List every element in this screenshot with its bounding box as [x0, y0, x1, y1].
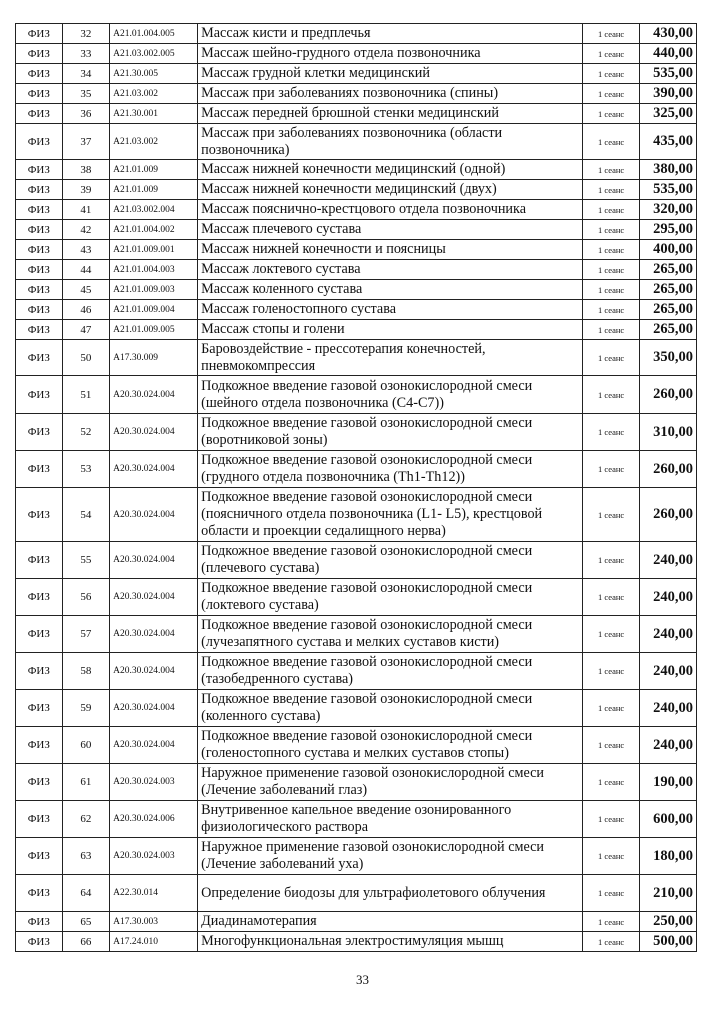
price-cell: 260,00 — [640, 488, 697, 542]
number-cell: 56 — [62, 579, 110, 616]
code-cell: A20.30.024.004 — [110, 488, 198, 542]
category-cell: ФИЗ — [16, 240, 63, 260]
table-row — [16, 180, 697, 200]
unit-cell: 1 сеанс — [583, 200, 640, 220]
table-row — [16, 160, 697, 180]
unit-cell: 1 сеанс — [583, 801, 640, 838]
number-cell: 66 — [62, 932, 110, 952]
table-row — [16, 875, 697, 912]
unit-cell: 1 сеанс — [583, 542, 640, 579]
price-list-page — [15, 23, 697, 952]
table-row — [16, 764, 697, 801]
service-name-cell: Подкожное введение газовой озонокислородной смеси (тазобедренного сустава) — [198, 653, 583, 690]
price-cell: 210,00 — [640, 875, 697, 912]
service-name-cell: Массаж стопы и голени — [198, 320, 583, 340]
price-cell: 400,00 — [640, 240, 697, 260]
table-row — [16, 801, 697, 838]
code-cell: A20.30.024.004 — [110, 451, 198, 488]
category-cell: ФИЗ — [16, 180, 63, 200]
unit-cell: 1 сеанс — [583, 260, 640, 280]
number-cell: 47 — [62, 320, 110, 340]
unit-cell: 1 сеанс — [583, 690, 640, 727]
code-cell: A17.24.010 — [110, 932, 198, 952]
category-cell: ФИЗ — [16, 838, 63, 875]
price-cell: 265,00 — [640, 320, 697, 340]
unit-cell: 1 сеанс — [583, 340, 640, 376]
service-name-cell: Массаж грудной клетки медицинский — [198, 64, 583, 84]
service-name-cell: Подкожное введение газовой озонокислородной смеси (шейного отдела позвоночника (С4-С7)) — [198, 376, 583, 414]
category-cell: ФИЗ — [16, 300, 63, 320]
table-row — [16, 44, 697, 64]
unit-cell: 1 сеанс — [583, 838, 640, 875]
table-row — [16, 912, 697, 932]
unit-cell: 1 сеанс — [583, 414, 640, 451]
unit-cell: 1 сеанс — [583, 124, 640, 160]
price-table — [15, 23, 697, 952]
unit-cell: 1 сеанс — [583, 160, 640, 180]
category-cell: ФИЗ — [16, 200, 63, 220]
number-cell: 52 — [62, 414, 110, 451]
unit-cell: 1 сеанс — [583, 320, 640, 340]
unit-cell: 1 сеанс — [583, 180, 640, 200]
category-cell: ФИЗ — [16, 875, 63, 912]
table-row — [16, 451, 697, 488]
code-cell: A20.30.024.004 — [110, 414, 198, 451]
unit-cell: 1 сеанс — [583, 616, 640, 653]
price-cell: 430,00 — [640, 24, 697, 44]
price-cell: 435,00 — [640, 124, 697, 160]
category-cell: ФИЗ — [16, 340, 63, 376]
price-table-body — [16, 24, 697, 952]
category-cell: ФИЗ — [16, 220, 63, 240]
category-cell: ФИЗ — [16, 542, 63, 579]
table-row — [16, 320, 697, 340]
number-cell: 65 — [62, 912, 110, 932]
service-name-cell: Подкожное введение газовой озонокислородной смеси (коленного сустава) — [198, 690, 583, 727]
code-cell: A20.30.024.004 — [110, 690, 198, 727]
service-name-cell: Массаж локтевого сустава — [198, 260, 583, 280]
code-cell: A21.03.002.004 — [110, 200, 198, 220]
price-cell: 240,00 — [640, 542, 697, 579]
unit-cell: 1 сеанс — [583, 220, 640, 240]
unit-cell: 1 сеанс — [583, 240, 640, 260]
unit-cell: 1 сеанс — [583, 280, 640, 300]
service-name-cell: Диадинамотерапия — [198, 912, 583, 932]
service-name-cell: Внутривенное капельное введение озонированного физиологического раствора — [198, 801, 583, 838]
code-cell: A21.01.009.004 — [110, 300, 198, 320]
price-cell: 240,00 — [640, 616, 697, 653]
price-cell: 240,00 — [640, 579, 697, 616]
service-name-cell: Подкожное введение газовой озонокислородной смеси (грудного отдела позвоночника (Th1-Th12)) — [198, 451, 583, 488]
code-cell: A21.30.001 — [110, 104, 198, 124]
code-cell: A20.30.024.004 — [110, 727, 198, 764]
category-cell: ФИЗ — [16, 160, 63, 180]
price-cell: 320,00 — [640, 200, 697, 220]
number-cell: 50 — [62, 340, 110, 376]
code-cell: A21.01.004.003 — [110, 260, 198, 280]
code-cell: A21.30.005 — [110, 64, 198, 84]
price-cell: 265,00 — [640, 280, 697, 300]
table-row — [16, 653, 697, 690]
category-cell: ФИЗ — [16, 24, 63, 44]
table-row — [16, 376, 697, 414]
table-row — [16, 690, 697, 727]
table-row — [16, 616, 697, 653]
unit-cell: 1 сеанс — [583, 376, 640, 414]
service-name-cell: Подкожное введение газовой озонокислородной смеси (плечевого сустава) — [198, 542, 583, 579]
price-cell: 310,00 — [640, 414, 697, 451]
number-cell: 53 — [62, 451, 110, 488]
price-cell: 500,00 — [640, 932, 697, 952]
price-cell: 240,00 — [640, 653, 697, 690]
unit-cell: 1 сеанс — [583, 727, 640, 764]
table-row — [16, 124, 697, 160]
unit-cell: 1 сеанс — [583, 932, 640, 952]
table-row — [16, 104, 697, 124]
unit-cell: 1 сеанс — [583, 488, 640, 542]
unit-cell: 1 сеанс — [583, 300, 640, 320]
unit-cell: 1 сеанс — [583, 764, 640, 801]
table-row — [16, 200, 697, 220]
category-cell: ФИЗ — [16, 616, 63, 653]
unit-cell: 1 сеанс — [583, 912, 640, 932]
number-cell: 61 — [62, 764, 110, 801]
number-cell: 57 — [62, 616, 110, 653]
unit-cell: 1 сеанс — [583, 875, 640, 912]
number-cell: 62 — [62, 801, 110, 838]
code-cell: A20.30.024.004 — [110, 542, 198, 579]
code-cell: A17.30.009 — [110, 340, 198, 376]
service-name-cell: Массаж при заболеваниях позвоночника (области позвоночника) — [198, 124, 583, 160]
category-cell: ФИЗ — [16, 84, 63, 104]
table-row — [16, 579, 697, 616]
number-cell: 59 — [62, 690, 110, 727]
number-cell: 43 — [62, 240, 110, 260]
service-name-cell: Массаж плечевого сустава — [198, 220, 583, 240]
code-cell: A21.01.009.003 — [110, 280, 198, 300]
number-cell: 37 — [62, 124, 110, 160]
price-cell: 325,00 — [640, 104, 697, 124]
code-cell: A20.30.024.004 — [110, 579, 198, 616]
table-row — [16, 838, 697, 875]
table-row — [16, 300, 697, 320]
number-cell: 54 — [62, 488, 110, 542]
price-cell: 190,00 — [640, 764, 697, 801]
unit-cell: 1 сеанс — [583, 44, 640, 64]
price-cell: 265,00 — [640, 300, 697, 320]
service-name-cell: Баровоздействие - прессотерапия конечностей, пневмокомпрессия — [198, 340, 583, 376]
category-cell: ФИЗ — [16, 64, 63, 84]
service-name-cell: Массаж коленного сустава — [198, 280, 583, 300]
table-row — [16, 84, 697, 104]
code-cell: A22.30.014 — [110, 875, 198, 912]
number-cell: 55 — [62, 542, 110, 579]
unit-cell: 1 сеанс — [583, 64, 640, 84]
code-cell: A21.01.009.005 — [110, 320, 198, 340]
table-row — [16, 24, 697, 44]
category-cell: ФИЗ — [16, 44, 63, 64]
table-row — [16, 240, 697, 260]
service-name-cell: Наружное применение газовой озонокислородной смеси (Лечение заболеваний уха) — [198, 838, 583, 875]
service-name-cell: Массаж нижней конечности медицинский (одной) — [198, 160, 583, 180]
price-cell: 240,00 — [640, 727, 697, 764]
code-cell: A20.30.024.004 — [110, 616, 198, 653]
price-cell: 535,00 — [640, 180, 697, 200]
service-name-cell: Подкожное введение газовой озонокислородной смеси (голеностопного сустава и мелких суставов стопы) — [198, 727, 583, 764]
table-row — [16, 260, 697, 280]
number-cell: 51 — [62, 376, 110, 414]
unit-cell: 1 сеанс — [583, 84, 640, 104]
table-row — [16, 220, 697, 240]
code-cell: A20.30.024.003 — [110, 764, 198, 801]
number-cell: 32 — [62, 24, 110, 44]
service-name-cell: Подкожное введение газовой озонокислородной смеси (воротниковой зоны) — [198, 414, 583, 451]
service-name-cell: Подкожное введение газовой озонокислородной смеси (локтевого сустава) — [198, 579, 583, 616]
code-cell: A21.03.002 — [110, 84, 198, 104]
service-name-cell: Подкожное введение газовой озонокислородной смеси (поясничного отдела позвоночника (L1- L5), крестцовой области и проекции седалищного нерва) — [198, 488, 583, 542]
service-name-cell: Определение биодозы для ультрафиолетового облучения — [198, 875, 583, 912]
price-cell: 295,00 — [640, 220, 697, 240]
category-cell: ФИЗ — [16, 414, 63, 451]
category-cell: ФИЗ — [16, 764, 63, 801]
price-cell: 260,00 — [640, 376, 697, 414]
price-cell: 240,00 — [640, 690, 697, 727]
category-cell: ФИЗ — [16, 727, 63, 764]
table-row — [16, 488, 697, 542]
code-cell: A20.30.024.004 — [110, 653, 198, 690]
number-cell: 58 — [62, 653, 110, 690]
table-row — [16, 280, 697, 300]
price-cell: 535,00 — [640, 64, 697, 84]
price-cell: 440,00 — [640, 44, 697, 64]
service-name-cell: Массаж передней брюшной стенки медицинский — [198, 104, 583, 124]
service-name-cell: Массаж пояснично-крестцового отдела позвоночника — [198, 200, 583, 220]
table-row — [16, 64, 697, 84]
table-row — [16, 727, 697, 764]
code-cell: A21.01.009 — [110, 160, 198, 180]
price-cell: 350,00 — [640, 340, 697, 376]
price-cell: 380,00 — [640, 160, 697, 180]
number-cell: 64 — [62, 875, 110, 912]
service-name-cell: Массаж шейно-грудного отдела позвоночника — [198, 44, 583, 64]
number-cell: 34 — [62, 64, 110, 84]
category-cell: ФИЗ — [16, 801, 63, 838]
category-cell: ФИЗ — [16, 104, 63, 124]
category-cell: ФИЗ — [16, 260, 63, 280]
price-cell: 180,00 — [640, 838, 697, 875]
price-cell: 390,00 — [640, 84, 697, 104]
number-cell: 45 — [62, 280, 110, 300]
code-cell: A21.01.004.002 — [110, 220, 198, 240]
service-name-cell: Массаж кисти и предплечья — [198, 24, 583, 44]
category-cell: ФИЗ — [16, 320, 63, 340]
code-cell: A21.01.009.001 — [110, 240, 198, 260]
price-cell: 260,00 — [640, 451, 697, 488]
table-row — [16, 340, 697, 376]
code-cell: A21.03.002 — [110, 124, 198, 160]
category-cell: ФИЗ — [16, 690, 63, 727]
service-name-cell: Массаж голеностопного сустава — [198, 300, 583, 320]
number-cell: 42 — [62, 220, 110, 240]
unit-cell: 1 сеанс — [583, 451, 640, 488]
unit-cell: 1 сеанс — [583, 653, 640, 690]
code-cell: A21.01.004.005 — [110, 24, 198, 44]
number-cell: 36 — [62, 104, 110, 124]
code-cell: A20.30.024.004 — [110, 376, 198, 414]
number-cell: 46 — [62, 300, 110, 320]
table-row — [16, 932, 697, 952]
code-cell: A21.03.002.005 — [110, 44, 198, 64]
code-cell: A17.30.003 — [110, 912, 198, 932]
code-cell: A20.30.024.003 — [110, 838, 198, 875]
price-cell: 600,00 — [640, 801, 697, 838]
service-name-cell: Массаж нижней конечности и поясницы — [198, 240, 583, 260]
category-cell: ФИЗ — [16, 376, 63, 414]
category-cell: ФИЗ — [16, 451, 63, 488]
code-cell: A21.01.009 — [110, 180, 198, 200]
code-cell: A20.30.024.006 — [110, 801, 198, 838]
unit-cell: 1 сеанс — [583, 104, 640, 124]
page-number: 33 — [356, 972, 369, 987]
price-cell: 265,00 — [640, 260, 697, 280]
category-cell: ФИЗ — [16, 579, 63, 616]
number-cell: 39 — [62, 180, 110, 200]
table-row — [16, 542, 697, 579]
service-name-cell: Подкожное введение газовой озонокислородной смеси (лучезапятного сустава и мелких суставов кисти) — [198, 616, 583, 653]
service-name-cell: Массаж нижней конечности медицинский (двух) — [198, 180, 583, 200]
number-cell: 60 — [62, 727, 110, 764]
service-name-cell: Наружное применение газовой озонокислородной смеси (Лечение заболеваний глаз) — [198, 764, 583, 801]
unit-cell: 1 сеанс — [583, 579, 640, 616]
service-name-cell: Многофункциональная электростимуляция мышц — [198, 932, 583, 952]
category-cell: ФИЗ — [16, 912, 63, 932]
number-cell: 33 — [62, 44, 110, 64]
table-row — [16, 414, 697, 451]
number-cell: 44 — [62, 260, 110, 280]
number-cell: 38 — [62, 160, 110, 180]
category-cell: ФИЗ — [16, 124, 63, 160]
category-cell: ФИЗ — [16, 280, 63, 300]
unit-cell: 1 сеанс — [583, 24, 640, 44]
category-cell: ФИЗ — [16, 488, 63, 542]
service-name-cell: Массаж при заболеваниях позвоночника (спины) — [198, 84, 583, 104]
price-cell: 250,00 — [640, 912, 697, 932]
number-cell: 35 — [62, 84, 110, 104]
number-cell: 63 — [62, 838, 110, 875]
number-cell: 41 — [62, 200, 110, 220]
category-cell: ФИЗ — [16, 653, 63, 690]
category-cell: ФИЗ — [16, 932, 63, 952]
